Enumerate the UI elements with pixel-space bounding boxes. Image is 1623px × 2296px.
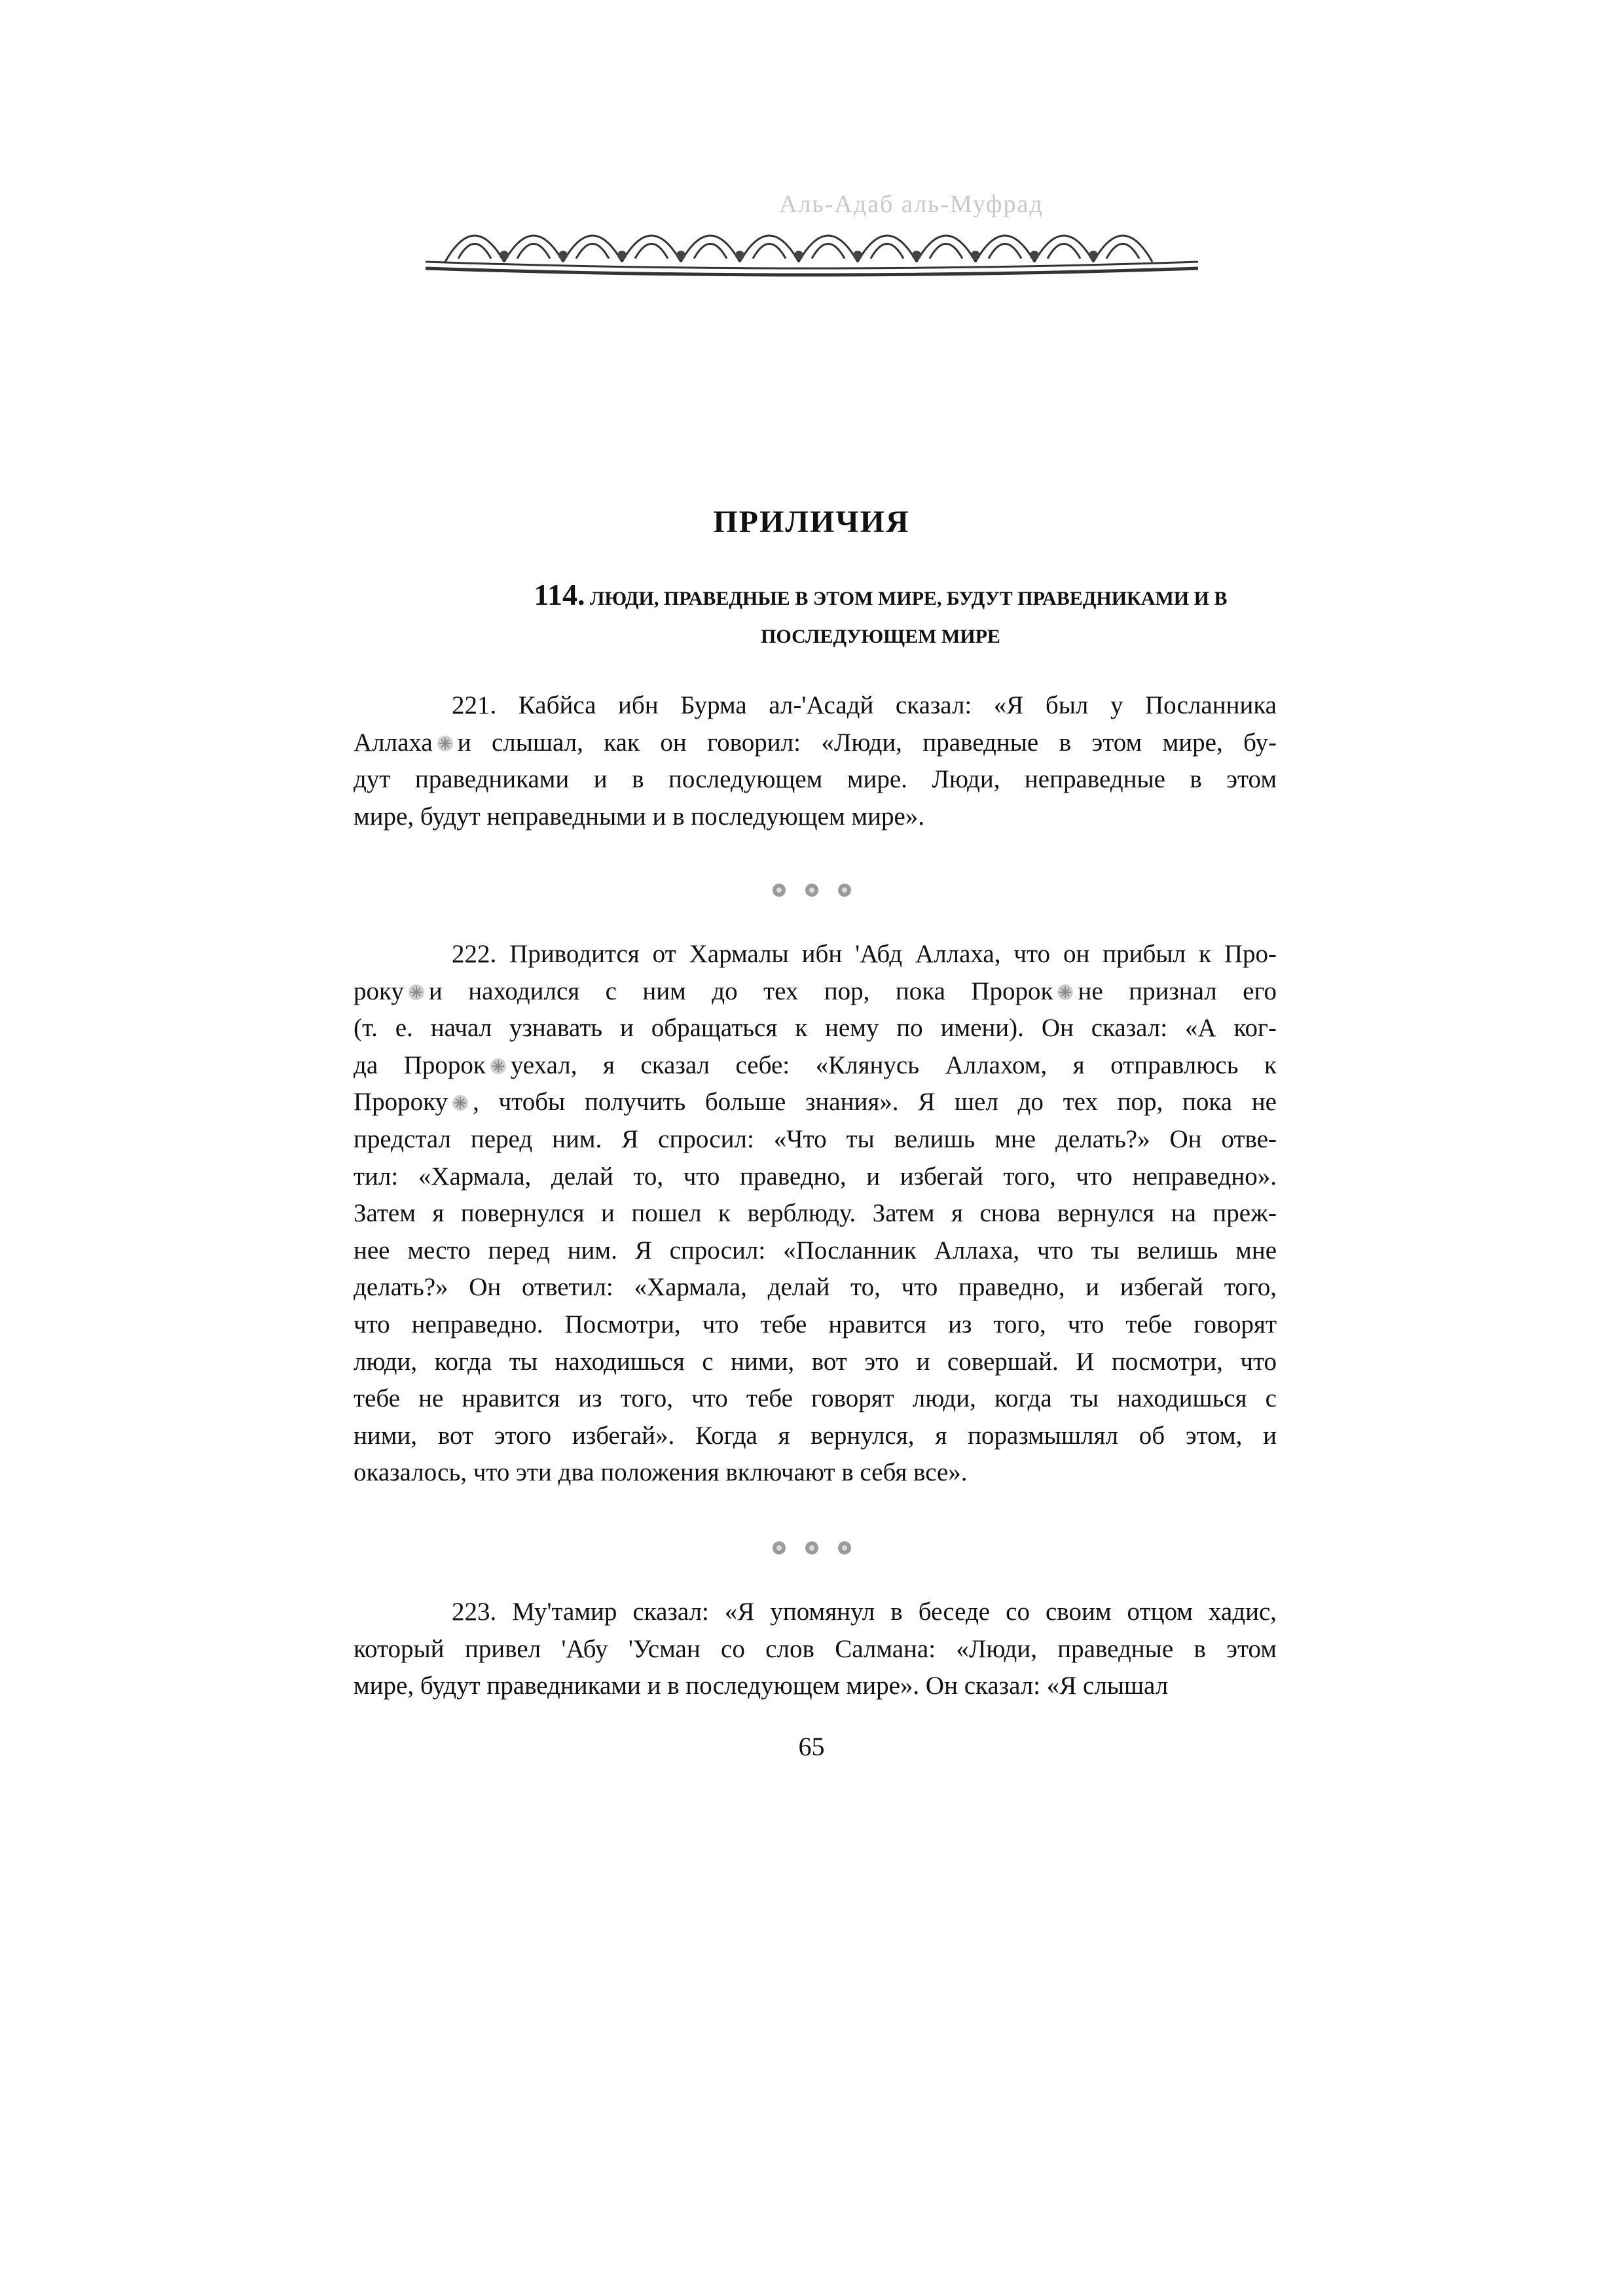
text-line: 223. Му'тамир сказал: «Я упомянул в беседе со своим отцом хадис, bbox=[452, 1598, 1277, 1626]
salawat-calligraphy-icon bbox=[450, 1093, 470, 1113]
text-fragment: , чтобы получить больше знания». Я шел до тех пор, пока не bbox=[473, 1088, 1277, 1117]
page-number: 65 bbox=[798, 1732, 825, 1761]
text-fragment: и находился с ним до тех пор, пока Пророк bbox=[428, 977, 1053, 1005]
text-line: который привел 'Абу 'Усман со слов Салмана: «Люди, праведные в этом bbox=[354, 1634, 1277, 1663]
salawat-calligraphy-icon bbox=[435, 734, 455, 753]
text-fragment: и слышал, как он говорил: «Люди, праведные в этом мире, бу- bbox=[457, 728, 1277, 757]
section-title-line1: ЛЮДИ, ПРАВЕДНЫЕ В ЭТОМ МИРЕ, БУДУТ ПРАВЕДНИКАМИ И В bbox=[590, 588, 1228, 609]
text-fragment: Пророку bbox=[354, 1088, 448, 1117]
text-line: оказалось, что эти два положения включают в себя все». bbox=[354, 1458, 968, 1487]
text-line: предстал перед ним. Я спросил: «Что ты велишь мне делать?» Он отве- bbox=[354, 1124, 1277, 1153]
three-rosettes-divider-icon bbox=[746, 877, 877, 903]
text-line: Затем я повернулся и пошел к верблюду. Затем я снова вернулся на преж- bbox=[354, 1199, 1277, 1228]
text-line: мире, будут неправедными и в последующем мире». bbox=[354, 802, 925, 831]
section-number: 114. bbox=[534, 578, 585, 611]
text-line: (т. е. начал узнавать и обращаться к нему по имени). Он сказал: «А ког- bbox=[354, 1014, 1277, 1043]
section-heading bbox=[452, 576, 1309, 656]
section-title-line2: ПОСЛЕДУЮЩЕМ МИРЕ bbox=[761, 626, 1000, 647]
text-fragment: не признал его bbox=[1078, 977, 1277, 1005]
salawat-calligraphy-icon bbox=[407, 982, 426, 1002]
text-line: дут праведниками и в последующем мире. Люди, неправедные в этом bbox=[354, 765, 1277, 794]
text-line: 221. Кабйса ибн Бурма ал-'Асадй сказал: «Я был у Посланника bbox=[452, 691, 1277, 719]
text-fragment: уехал, я сказал себе: «Клянусь Аллахом, я отправлюсь к bbox=[510, 1050, 1277, 1079]
text-line: 222. Приводится от Хармалы ибн 'Абд Аллаха, что он прибыл к Про- bbox=[452, 940, 1277, 968]
text-fragment: року bbox=[354, 977, 404, 1005]
text-line: что неправедно. Посмотри, что тебе нравится из того, что тебе говорят bbox=[354, 1310, 1277, 1338]
salawat-calligraphy-icon bbox=[488, 1056, 508, 1076]
hadith-222 bbox=[354, 936, 1277, 1492]
text-line: люди, когда ты находишься с ними, вот это и совершай. И посмотри, что bbox=[354, 1347, 1277, 1376]
text-line: тебе не нравится из того, что тебе говорят люди, когда ты находишься с bbox=[354, 1384, 1277, 1413]
three-rosettes-divider-icon bbox=[746, 1535, 877, 1561]
text-line: тил: «Хармала, делай то, что праведно, и избегай того, что неправедно». bbox=[354, 1162, 1277, 1191]
chapter-title: ПРИЛИЧИЯ bbox=[713, 505, 910, 539]
text-line: мире, будут праведниками и в последующем мире». Он сказал: «Я слышал bbox=[354, 1672, 1169, 1700]
text-line: нее место перед ним. Я спросил: «Посланник Аллаха, что ты велишь мне bbox=[354, 1236, 1277, 1265]
text-line: ними, вот этого избегай». Когда я вернулся, я поразмышлял об этом, и bbox=[354, 1421, 1277, 1450]
text-fragment: да Пророк bbox=[354, 1050, 486, 1079]
text-line: делать?» Он ответил: «Хармала, делай то, что праведно, и избегай того, bbox=[354, 1273, 1277, 1302]
header-ghost-text: Аль-Адаб аль-Муфрад bbox=[779, 190, 1044, 218]
salawat-calligraphy-icon bbox=[1055, 982, 1075, 1002]
hadith-221 bbox=[354, 687, 1277, 835]
text-fragment: Аллаха bbox=[354, 728, 433, 757]
hadith-223 bbox=[354, 1594, 1277, 1705]
